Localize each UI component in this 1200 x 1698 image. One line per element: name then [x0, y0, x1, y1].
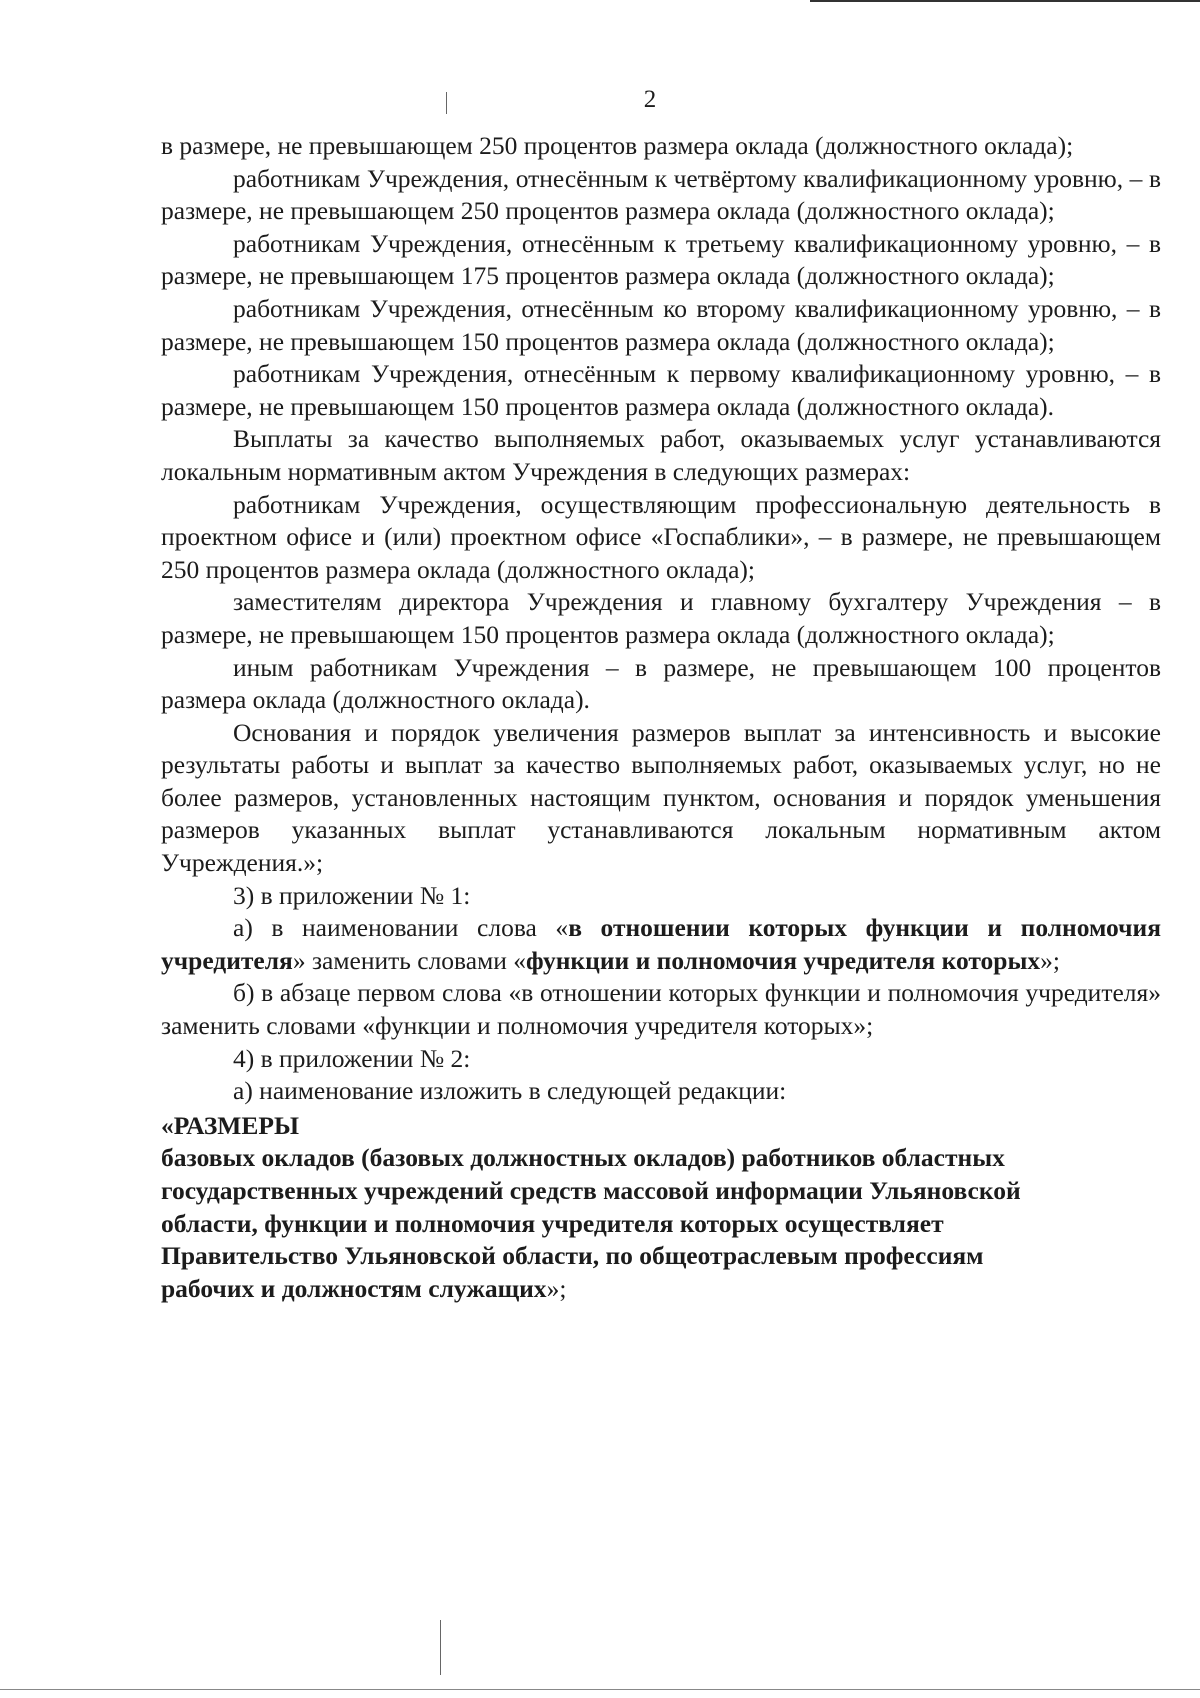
paragraph-project-office: работникам Учреждения, осуществляющим профессиональную деятельность в проектном офисе и (или) проектном офисе «Госпаблики», – в размере, не превышающем 250 процентов размера оклада (должностного оклада);	[161, 489, 1161, 584]
scan-artifact-mark	[440, 1620, 441, 1675]
item-a-bold-old: в отношении которых функции и полномочия учредителя	[161, 913, 1162, 975]
item-a-text-1: а) в наименовании слова «	[233, 913, 569, 943]
page-number: 2	[643, 86, 657, 113]
heading-line-2: государственных учреждений средств массовой информации Ульяновской	[161, 1176, 1021, 1205]
heading-line-3: области, функции и полномочия учредителя которых осуществляет	[161, 1208, 944, 1238]
paragraph-level-3: работникам Учреждения, отнесённым к третьему квалификационному уровню, – в размере, не превышающем 175 процентов размера оклада (должностного оклада);	[161, 228, 1161, 291]
paragraph-deputy-directors: заместителям директора Учреждения и главному бухгалтеру Учреждения – в размере, не превышающем 150 процентов размера оклада (должностного оклада);	[161, 587, 1161, 649]
item-3-appendix-1: 3) в приложении № 1:	[233, 880, 471, 910]
paragraph-quality-payments: Выплаты за качество выполняемых работ, оказываемых услуг устанавливаются локальным нормативным актом Учреждения в следующих размерах:	[161, 424, 1161, 486]
paragraph-other-employees: иным работникам Учреждения – в размере, не превышающем 100 процентов размера оклада (должностного оклада).	[161, 652, 1161, 715]
scan-edge-line	[810, 0, 1200, 2]
item-b-appendix-1: б) в абзаце первом слова «в отношении которых функции и полномочия учредителя» заменить словами «функции и полномочия учредителя которых»;	[161, 978, 1161, 1041]
heading-line-4: Правительство Ульяновской области, по общеотраслевым профессиям	[161, 1241, 984, 1271]
item-a-text-3: »;	[1040, 945, 1060, 975]
scan-edge-line	[0, 1689, 1200, 1690]
document-body	[161, 130, 1161, 1305]
heading-line-5-tail: »;	[546, 1273, 567, 1303]
heading-line-5-bold: рабочих и должностям служащих	[161, 1273, 547, 1303]
heading-line-1: базовых окладов (базовых должностных окладов) работников областных	[161, 1143, 1005, 1173]
heading-line-5	[161, 1273, 1161, 1306]
item-4-appendix-2: 4) в приложении № 2:	[233, 1043, 471, 1073]
item-a-bold-new: функции и полномочия учредителя которых	[525, 945, 1041, 975]
item-a-appendix-2: а) наименование изложить в следующей редакции:	[233, 1076, 787, 1106]
scan-artifact-mark	[446, 92, 447, 114]
paragraph-level-1: работникам Учреждения, отнесённым к первому квалификационному уровню, – в размере, не превышающем 150 процентов размера оклада (должностного оклада).	[161, 359, 1161, 421]
paragraph-level-2: работникам Учреждения, отнесённым ко второму квалификационному уровню, – в размере, не превышающем 150 процентов размера оклада (должностного оклада);	[161, 293, 1161, 356]
paragraph-continuation: в размере, не превышающем 250 процентов размера оклада (должностного оклада);	[161, 131, 1074, 160]
item-a-text-2: » заменить словами «	[292, 945, 526, 975]
heading-title: «РАЗМЕРЫ	[161, 1110, 299, 1140]
item-a-appendix-1	[161, 912, 1161, 977]
paragraph-grounds: Основания и порядок увеличения размеров выплат за интенсивность и высокие результаты работы и выплат за качество выполняемых работ, оказываемых услуг, но не более размеров, установленных настоящим пунктом, основания и порядок уменьшения размеров указанных выплат устанавливаются локальным нормативным актом Учреждения.»;	[161, 717, 1161, 878]
paragraph-level-4: работникам Учреждения, отнесённым к четвёртому квалификационному уровню, – в размере, не превышающем 250 процентов размера оклада (должностного оклада);	[161, 163, 1161, 226]
